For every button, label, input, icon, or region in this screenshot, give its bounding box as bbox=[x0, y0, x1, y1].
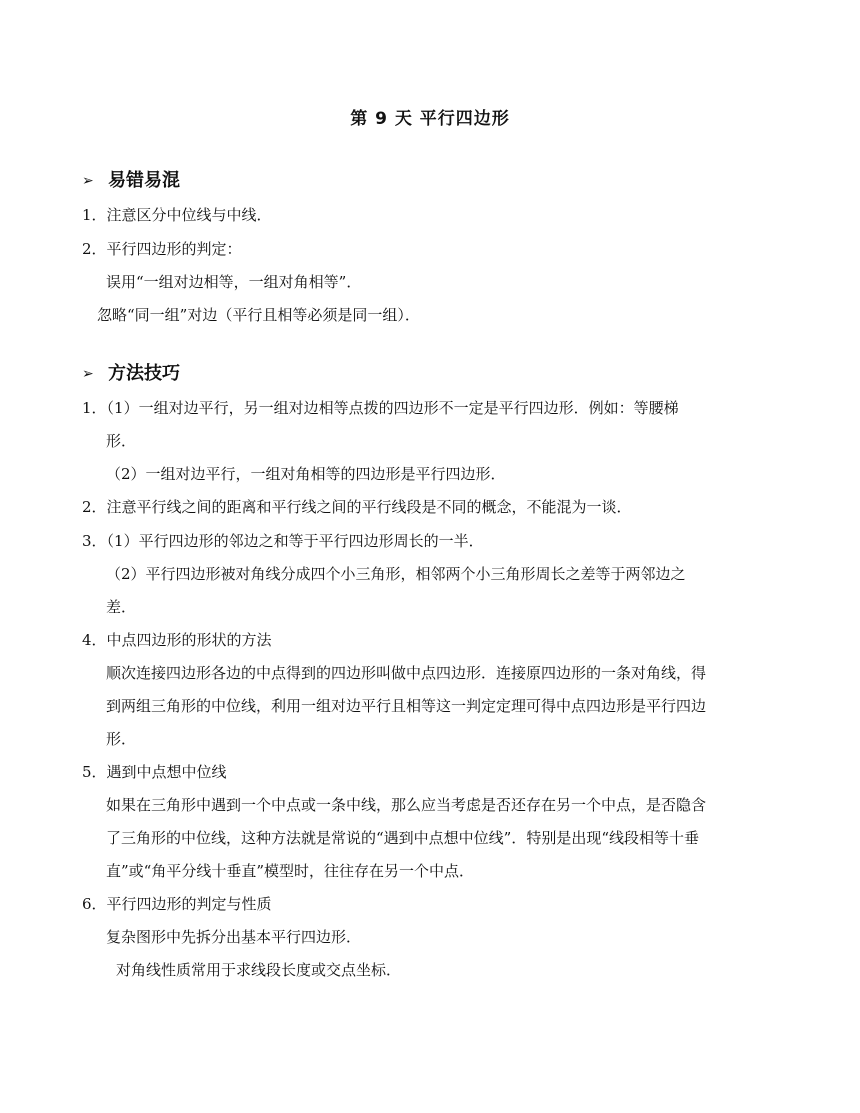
list-item: 4．中点四边形的形状的方法 bbox=[82, 631, 272, 649]
section-heading-methods bbox=[82, 359, 180, 385]
list-item-detail: 复杂图形中先拆分出基本平行四边形． bbox=[106, 928, 362, 946]
list-item-detail: 误用“一组对边相等，一组对角相等”． bbox=[106, 273, 362, 291]
arrow-bullet-icon: ➢ bbox=[82, 173, 94, 189]
list-item-detail: 了三角形的中位线，这种方法就是常说的“遇到中点想中位线”．特别是出现“线段相等十垂 bbox=[106, 829, 700, 847]
arrow-bullet-icon: ➢ bbox=[82, 366, 94, 382]
list-item: 1．（1）一组对边平行，另一组对边相等点拨的四边形不一定是平行四边形．例如：等腰梯 bbox=[82, 399, 679, 417]
list-item-detail: 直”或“角平分线十垂直”模型时，往往存在另一个中点． bbox=[106, 862, 475, 880]
list-item-detail: 忽略“同一组”对边（平行且相等必须是同一组）． bbox=[97, 306, 420, 324]
list-item-continuation: 形． bbox=[106, 730, 137, 748]
section-heading-mistakes bbox=[82, 166, 180, 192]
list-item-continuation: 差． bbox=[106, 598, 137, 616]
list-item-detail: 到两组三角形的中位线，利用一组对边平行且相等这一判定定理可得中点四边形是平行四边 bbox=[106, 697, 707, 715]
list-item: 2．注意平行线之间的距离和平行线之间的平行线段是不同的概念，不能混为一谈． bbox=[82, 498, 632, 516]
list-item: 5．遇到中点想中位线 bbox=[82, 763, 227, 781]
list-item-detail: 顺次连接四边形各边的中点得到的四边形叫做中点四边形．连接原四边形的一条对角线，得 bbox=[106, 664, 707, 682]
section-heading-text: 易错易混 bbox=[108, 170, 180, 191]
list-item-detail: 如果在三角形中遇到一个中点或一条中线，那么应当考虑是否还存在另一个中点，是否隐含 bbox=[106, 796, 707, 814]
section-heading-text: 方法技巧 bbox=[108, 363, 180, 384]
list-item: 1．注意区分中位线与中线． bbox=[82, 206, 272, 224]
list-item-detail: （2）平行四边形被对角线分成四个小三角形，相邻两个小三角形周长之差等于两邻边之 bbox=[106, 565, 686, 583]
page-title: 第 9 天 平行四边形 bbox=[350, 109, 510, 129]
list-item-continuation: 形． bbox=[106, 432, 137, 450]
list-item: 3．（1）平行四边形的邻边之和等于平行四边形周长的一半． bbox=[82, 532, 484, 550]
list-item-detail: （2）一组对边平行，一组对角相等的四边形是平行四边形． bbox=[106, 465, 506, 483]
list-item: 2．平行四边形的判定： bbox=[82, 240, 242, 258]
list-item: 6．平行四边形的判定与性质 bbox=[82, 895, 272, 913]
list-item-detail: 对角线性质常用于求线段长度或交点坐标． bbox=[116, 961, 402, 979]
